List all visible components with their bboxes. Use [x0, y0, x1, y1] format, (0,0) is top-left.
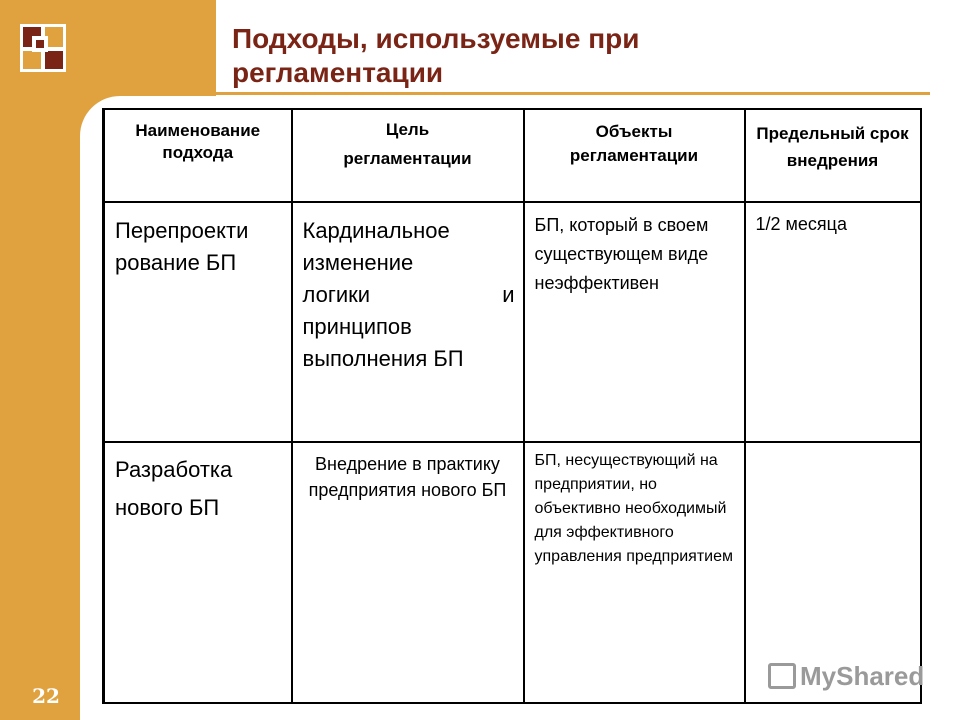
watermark [768, 656, 928, 696]
myshared-logo-icon [768, 663, 796, 689]
row1-approach: Перепроекти рование БП [104, 202, 292, 442]
left-accent-band [0, 0, 80, 720]
slide-title [232, 22, 932, 90]
header-goal [292, 109, 524, 202]
table-row [104, 202, 921, 442]
table-header-row [104, 109, 921, 202]
row1-deadline: 1/2 месяца [745, 202, 921, 442]
slide-title-line-2: регламентации [232, 57, 444, 88]
header-goal-line-1: Цель [385, 120, 430, 139]
row2-objects: БП, несуществующий на предприятии, но объективно необходимый для эффективного управления предприятием [524, 442, 745, 703]
slide-number: 22 [32, 684, 60, 708]
title-rule [140, 92, 930, 95]
header-objects: Объекты регламентации [524, 109, 745, 202]
header-deadline: Предельный срок внедрения [745, 109, 921, 202]
row2-goal: Внедрение в практику предприятия нового БП [292, 442, 524, 703]
header-goal-line-2: регламентации [343, 149, 472, 168]
approaches-table [102, 108, 925, 704]
row1-goal-text: Кардинальное изменение логики и принципов выполнения БП [302, 218, 515, 371]
slide-logo-icon [20, 24, 66, 72]
header-approach: Наименование подхода [104, 109, 292, 202]
row2-approach: Разработка нового БП [104, 442, 292, 703]
watermark-text: MyShared [800, 660, 925, 691]
row1-goal [292, 202, 524, 442]
row1-objects: БП, который в своем существующем виде неэффективен [524, 202, 745, 442]
slide-title-line-1: Подходы, используемые при [232, 23, 640, 54]
